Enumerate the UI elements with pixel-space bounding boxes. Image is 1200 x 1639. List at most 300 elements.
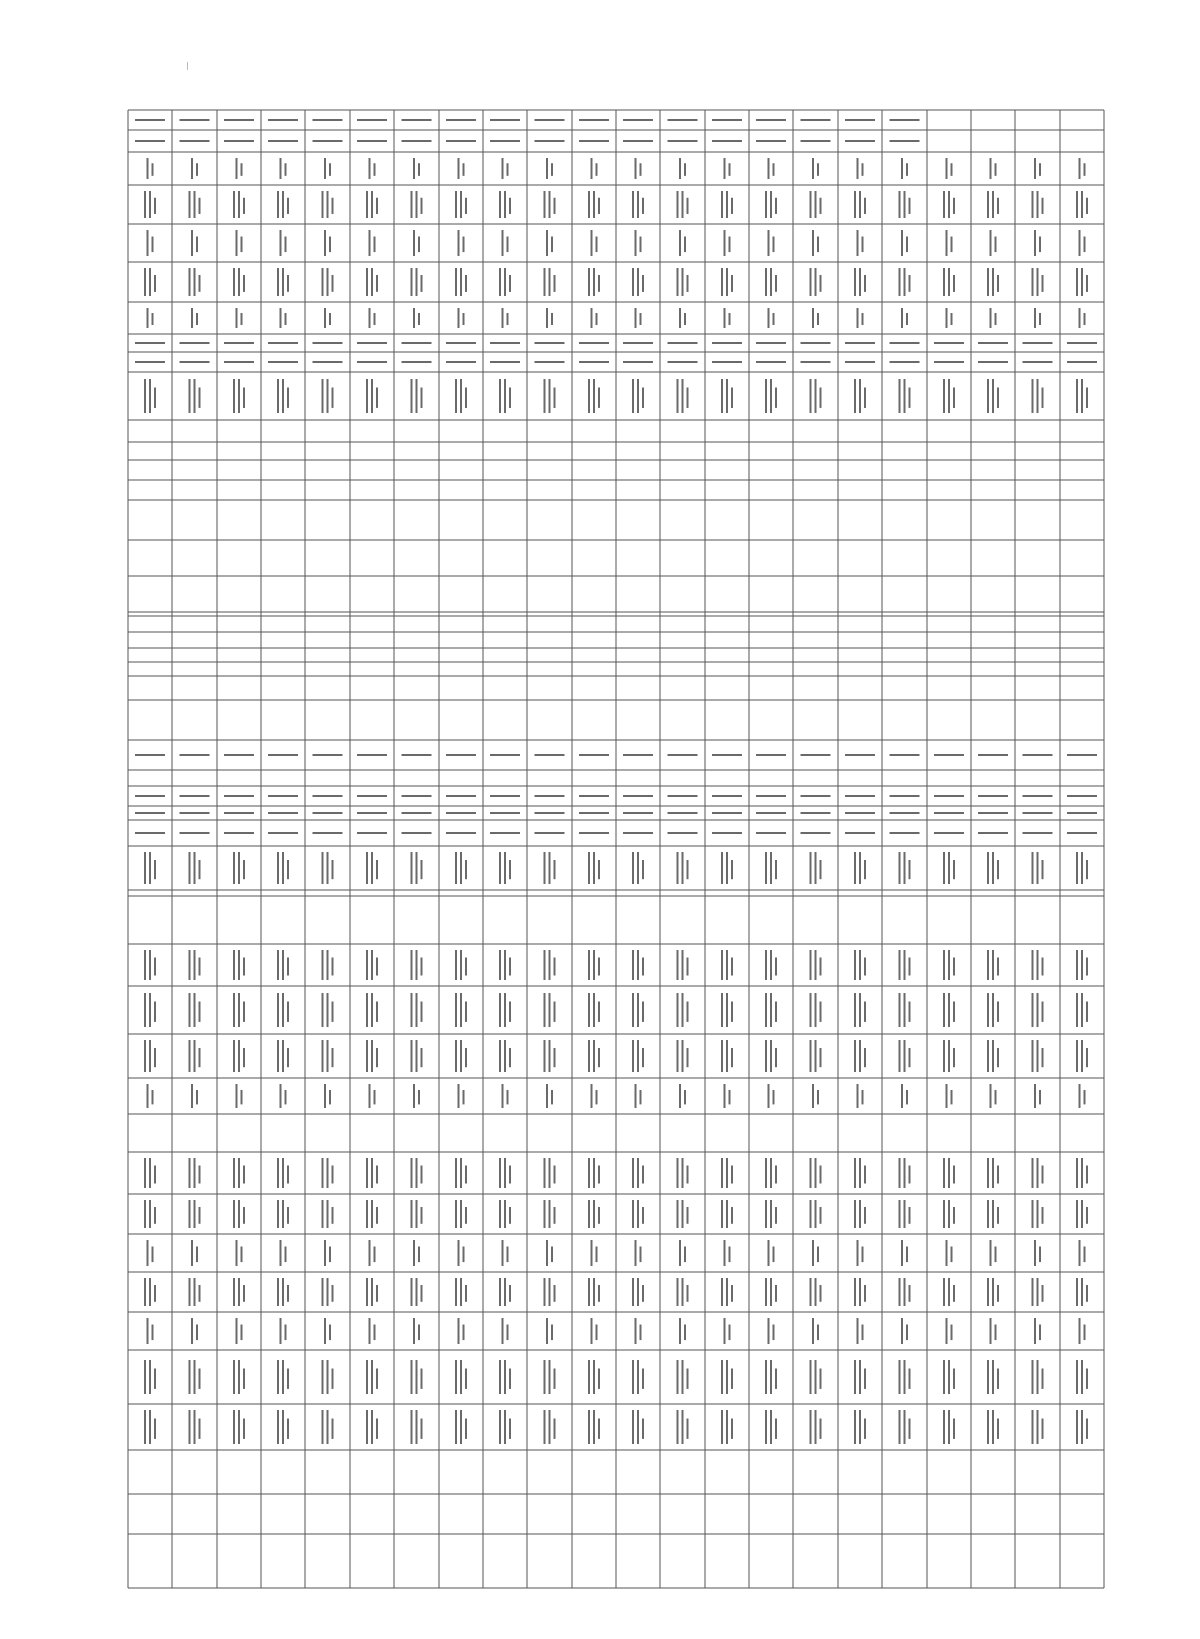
cell-mark: [712, 140, 742, 142]
cell-mark: [854, 1278, 866, 1306]
cell-mark: [544, 268, 556, 296]
cell-mark: [845, 832, 875, 834]
cell-mark: [765, 1278, 777, 1306]
cell-mark: [899, 950, 911, 980]
cell-mark: [268, 832, 298, 834]
cell-mark: [632, 950, 644, 980]
cell-mark: [499, 268, 511, 296]
cell-mark: [135, 342, 165, 344]
cell-mark: [455, 993, 467, 1027]
cell-mark: [224, 119, 254, 121]
cell-mark: [768, 308, 775, 328]
cell-mark: [1034, 308, 1041, 328]
cell-mark: [147, 158, 154, 179]
cell-mark: [413, 308, 420, 328]
cell-mark: [277, 950, 289, 980]
cell-mark: [668, 140, 698, 142]
cell-mark: [546, 308, 553, 328]
cell-mark: [1023, 361, 1053, 363]
cell-mark: [191, 1240, 198, 1266]
cell-mark: [857, 1240, 864, 1266]
cell-mark: [544, 1410, 556, 1444]
cell-mark: [668, 795, 698, 797]
cell-mark: [987, 1360, 999, 1394]
cell-mark: [721, 1410, 733, 1444]
cell-mark: [677, 852, 689, 884]
cell-mark: [1034, 1084, 1041, 1108]
cell-mark: [268, 754, 298, 756]
cell-mark: [721, 1158, 733, 1188]
cell-mark: [233, 268, 245, 296]
cell-mark: [899, 1200, 911, 1228]
cell-mark: [857, 308, 864, 328]
cell-mark: [189, 1360, 201, 1394]
cell-mark: [712, 812, 742, 814]
cell-mark: [854, 950, 866, 980]
cell-mark: [712, 795, 742, 797]
cell-mark: [189, 852, 201, 884]
cell-mark: [324, 1240, 331, 1266]
cell-mark: [943, 993, 955, 1027]
cell-mark: [144, 1410, 156, 1444]
cell-mark: [402, 832, 432, 834]
cell-mark: [446, 342, 476, 344]
cell-mark: [144, 950, 156, 980]
cell-mark: [591, 308, 598, 328]
cell-mark: [721, 1040, 733, 1072]
cell-mark: [499, 1410, 511, 1444]
cell-mark: [721, 191, 733, 218]
cell-mark: [369, 1240, 376, 1266]
cell-mark: [455, 1360, 467, 1394]
cell-mark: [635, 308, 642, 328]
cell-mark: [455, 191, 467, 218]
cell-mark: [801, 754, 831, 756]
cell-mark: [890, 342, 920, 344]
cell-mark: [990, 1240, 997, 1266]
cell-mark: [579, 342, 609, 344]
cell-mark: [623, 754, 653, 756]
cell-mark: [499, 993, 511, 1027]
cell-mark: [987, 950, 999, 980]
cell-mark: [455, 379, 467, 413]
cell-mark: [322, 993, 334, 1027]
cell-mark: [1079, 1240, 1086, 1266]
cell-mark: [768, 1240, 775, 1266]
cell-mark: [810, 379, 822, 413]
cell-mark: [535, 754, 565, 756]
cell-mark: [322, 1410, 334, 1444]
cell-mark: [366, 268, 378, 296]
cell-mark: [180, 754, 210, 756]
cell-mark: [810, 268, 822, 296]
cell-mark: [499, 379, 511, 413]
cell-mark: [721, 852, 733, 884]
cell-mark: [668, 832, 698, 834]
cell-mark: [268, 119, 298, 121]
cell-mark: [724, 230, 731, 256]
cell-mark: [1079, 1318, 1086, 1344]
cell-mark: [978, 754, 1008, 756]
cell-mark: [458, 1084, 465, 1108]
cell-mark: [946, 1240, 953, 1266]
cell-mark: [490, 795, 520, 797]
cell-mark: [934, 754, 964, 756]
cell-mark: [502, 1084, 509, 1108]
cell-mark: [1023, 754, 1053, 756]
cell-mark: [324, 230, 331, 256]
cell-mark: [712, 342, 742, 344]
cell-mark: [224, 832, 254, 834]
cell-mark: [801, 140, 831, 142]
cell-mark: [357, 795, 387, 797]
cell-mark: [579, 140, 609, 142]
cell-mark: [677, 1158, 689, 1188]
cell-mark: [756, 754, 786, 756]
cell-mark: [455, 268, 467, 296]
cell-mark: [499, 852, 511, 884]
cell-mark: [144, 1158, 156, 1188]
cell-mark: [854, 379, 866, 413]
cell-mark: [588, 950, 600, 980]
cell-mark: [455, 950, 467, 980]
cell-mark: [635, 158, 642, 179]
cell-mark: [233, 1158, 245, 1188]
cell-mark: [135, 140, 165, 142]
cell-mark: [458, 1240, 465, 1266]
cell-mark: [899, 1278, 911, 1306]
cell-mark: [147, 1318, 154, 1344]
cell-mark: [490, 361, 520, 363]
cell-mark: [632, 1278, 644, 1306]
cell-mark: [233, 1278, 245, 1306]
cell-mark: [144, 191, 156, 218]
cell-mark: [768, 230, 775, 256]
cell-mark: [180, 361, 210, 363]
cell-mark: [357, 832, 387, 834]
cell-mark: [322, 379, 334, 413]
cell-mark: [446, 795, 476, 797]
cell-mark: [679, 1318, 686, 1344]
cell-mark: [668, 812, 698, 814]
cell-mark: [366, 1278, 378, 1306]
cell-mark: [544, 1360, 556, 1394]
cell-mark: [411, 1200, 423, 1228]
cell-mark: [313, 119, 343, 121]
cell-mark: [366, 1200, 378, 1228]
cell-mark: [236, 230, 243, 256]
cell-mark: [1023, 795, 1053, 797]
cell-mark: [147, 230, 154, 256]
cell-mark: [544, 993, 556, 1027]
cell-mark: [411, 379, 423, 413]
cell-mark: [189, 268, 201, 296]
cell-mark: [1032, 1040, 1044, 1072]
cell-mark: [233, 1360, 245, 1394]
cell-mark: [588, 1278, 600, 1306]
cell-mark: [1079, 230, 1086, 256]
cell-mark: [588, 852, 600, 884]
cell-mark: [402, 795, 432, 797]
cell-mark: [677, 950, 689, 980]
cell-mark: [1067, 832, 1097, 834]
cell-mark: [446, 812, 476, 814]
cell-mark: [677, 1200, 689, 1228]
cell-mark: [268, 795, 298, 797]
cell-mark: [632, 1040, 644, 1072]
cell-mark: [490, 754, 520, 756]
cell-mark: [854, 852, 866, 884]
cell-mark: [499, 191, 511, 218]
cell-mark: [1023, 832, 1053, 834]
cell-mark: [458, 230, 465, 256]
cell-mark: [544, 1158, 556, 1188]
cell-mark: [1034, 1318, 1041, 1344]
cell-mark: [499, 1360, 511, 1394]
cell-mark: [144, 379, 156, 413]
cell-mark: [322, 950, 334, 980]
cell-mark: [544, 950, 556, 980]
cell-mark: [535, 812, 565, 814]
cell-mark: [756, 832, 786, 834]
cell-mark: [1076, 1360, 1088, 1394]
cell-mark: [721, 1278, 733, 1306]
cell-mark: [411, 1158, 423, 1188]
cell-mark: [724, 1084, 731, 1108]
cell-mark: [943, 1158, 955, 1188]
cell-mark: [455, 852, 467, 884]
cell-mark: [724, 308, 731, 328]
cell-mark: [268, 342, 298, 344]
cell-mark: [632, 379, 644, 413]
cell-mark: [712, 361, 742, 363]
cell-mark: [934, 342, 964, 344]
cell-mark: [899, 268, 911, 296]
cell-mark: [233, 191, 245, 218]
cell-mark: [411, 1360, 423, 1394]
cell-mark: [502, 308, 509, 328]
cell-mark: [812, 1240, 819, 1266]
cell-mark: [591, 1084, 598, 1108]
cell-mark: [901, 308, 908, 328]
cell-mark: [765, 1200, 777, 1228]
cell-mark: [313, 140, 343, 142]
cell-mark: [411, 191, 423, 218]
cell-mark: [623, 140, 653, 142]
cell-mark: [1079, 1084, 1086, 1108]
cell-mark: [535, 119, 565, 121]
cell-mark: [679, 308, 686, 328]
cell-mark: [490, 812, 520, 814]
cell-mark: [845, 812, 875, 814]
cell-mark: [224, 812, 254, 814]
cell-mark: [535, 795, 565, 797]
cell-mark: [369, 1084, 376, 1108]
cell-mark: [987, 268, 999, 296]
cell-mark: [890, 140, 920, 142]
cell-mark: [357, 119, 387, 121]
cell-mark: [765, 1158, 777, 1188]
cell-mark: [357, 361, 387, 363]
cell-mark: [455, 1158, 467, 1188]
cell-mark: [801, 342, 831, 344]
cell-mark: [943, 1360, 955, 1394]
cell-mark: [632, 852, 644, 884]
cell-mark: [322, 1200, 334, 1228]
cell-mark: [277, 379, 289, 413]
cell-mark: [1032, 1158, 1044, 1188]
table-grid: [128, 110, 1104, 1588]
cell-mark: [366, 852, 378, 884]
cell-mark: [712, 754, 742, 756]
cell-mark: [1079, 308, 1086, 328]
cell-mark: [588, 268, 600, 296]
cell-mark: [147, 308, 154, 328]
cell-mark: [946, 1318, 953, 1344]
cell-mark: [1079, 158, 1086, 179]
cell-mark: [402, 119, 432, 121]
cell-mark: [499, 950, 511, 980]
cell-mark: [677, 1040, 689, 1072]
cell-mark: [623, 119, 653, 121]
cell-mark: [756, 342, 786, 344]
cell-mark: [721, 950, 733, 980]
cell-mark: [677, 1360, 689, 1394]
cell-mark: [313, 754, 343, 756]
cell-mark: [635, 1240, 642, 1266]
cell-mark: [899, 852, 911, 884]
cell-mark: [579, 795, 609, 797]
cell-mark: [490, 832, 520, 834]
cell-mark: [987, 1200, 999, 1228]
cell-mark: [135, 795, 165, 797]
cell-mark: [277, 268, 289, 296]
cell-mark: [411, 993, 423, 1027]
cell-mark: [135, 754, 165, 756]
cell-mark: [147, 1084, 154, 1108]
cell-mark: [987, 1410, 999, 1444]
cell-mark: [721, 268, 733, 296]
cell-mark: [1032, 1200, 1044, 1228]
cell-mark: [721, 379, 733, 413]
cell-mark: [322, 191, 334, 218]
cell-mark: [765, 191, 777, 218]
cell-mark: [313, 342, 343, 344]
cell-mark: [857, 1084, 864, 1108]
cell-mark: [801, 812, 831, 814]
cell-mark: [677, 191, 689, 218]
cell-mark: [224, 361, 254, 363]
cell-mark: [280, 158, 287, 179]
cell-mark: [233, 993, 245, 1027]
cell-mark: [366, 379, 378, 413]
cell-mark: [724, 158, 731, 179]
cell-mark: [812, 230, 819, 256]
cell-mark: [721, 1360, 733, 1394]
cell-mark: [1076, 950, 1088, 980]
cell-mark: [768, 1084, 775, 1108]
cell-mark: [402, 342, 432, 344]
cell-mark: [446, 119, 476, 121]
cell-mark: [623, 832, 653, 834]
cell-mark: [144, 993, 156, 1027]
cell-mark: [411, 1278, 423, 1306]
cell-mark: [579, 812, 609, 814]
cell-mark: [233, 1410, 245, 1444]
cell-mark: [668, 754, 698, 756]
cell-mark: [810, 1040, 822, 1072]
cell-mark: [810, 1360, 822, 1394]
cell-mark: [446, 832, 476, 834]
cell-mark: [499, 1040, 511, 1072]
cell-mark: [546, 230, 553, 256]
cell-mark: [987, 191, 999, 218]
cell-mark: [490, 140, 520, 142]
cell-mark: [635, 1318, 642, 1344]
cell-mark: [544, 1278, 556, 1306]
cell-mark: [854, 191, 866, 218]
cell-mark: [189, 993, 201, 1027]
cell-mark: [1067, 795, 1097, 797]
cell-mark: [712, 832, 742, 834]
cell-mark: [588, 191, 600, 218]
cell-mark: [987, 1040, 999, 1072]
cell-mark: [668, 342, 698, 344]
cell-mark: [413, 158, 420, 179]
cell-mark: [411, 1040, 423, 1072]
cell-mark: [1076, 379, 1088, 413]
cell-mark: [677, 379, 689, 413]
cell-mark: [591, 158, 598, 179]
cell-mark: [845, 795, 875, 797]
cell-mark: [756, 140, 786, 142]
cell-mark: [946, 230, 953, 256]
cell-mark: [765, 1410, 777, 1444]
cell-mark: [810, 852, 822, 884]
cell-mark: [544, 852, 556, 884]
cell-mark: [499, 1200, 511, 1228]
cell-mark: [978, 812, 1008, 814]
cell-mark: [402, 361, 432, 363]
cell-mark: [1076, 268, 1088, 296]
cell-mark: [810, 993, 822, 1027]
cell-mark: [189, 950, 201, 980]
cell-mark: [978, 832, 1008, 834]
cell-mark: [677, 1410, 689, 1444]
cell-mark: [623, 812, 653, 814]
cell-mark: [1076, 1200, 1088, 1228]
cell-mark: [1067, 342, 1097, 344]
cell-mark: [135, 832, 165, 834]
cell-mark: [546, 1318, 553, 1344]
cell-mark: [369, 308, 376, 328]
cell-mark: [144, 1200, 156, 1228]
cell-mark: [890, 361, 920, 363]
cell-mark: [1076, 1410, 1088, 1444]
cell-mark: [1076, 1278, 1088, 1306]
cell-mark: [1032, 1278, 1044, 1306]
cell-mark: [1032, 1360, 1044, 1394]
cell-mark: [943, 379, 955, 413]
cell-mark: [854, 993, 866, 1027]
cell-mark: [756, 812, 786, 814]
cell-mark: [943, 1410, 955, 1444]
cell-mark: [987, 993, 999, 1027]
cell-mark: [224, 795, 254, 797]
cell-mark: [411, 852, 423, 884]
cell-mark: [810, 191, 822, 218]
cell-mark: [990, 1084, 997, 1108]
